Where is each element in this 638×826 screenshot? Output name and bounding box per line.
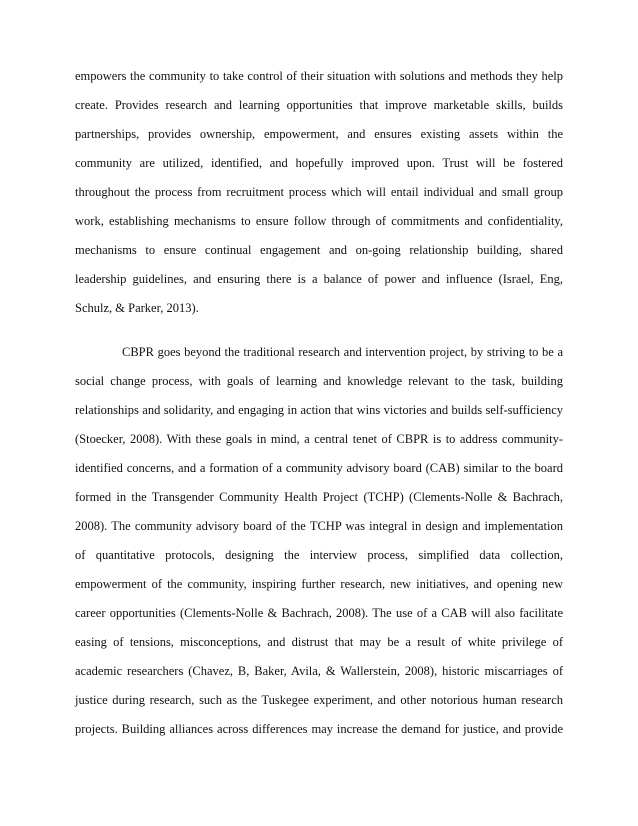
paragraph-2-line-4: (Stoecker, 2008). With these goals in mind, a central tenet of CBPR is to address community- [75, 432, 563, 446]
paragraph-2-line-8: of quantitative protocols, designing the interview process, simplified data collection, [75, 548, 563, 562]
paragraph-2-line-5: identified concerns, and a formation of a community advisory board (CAB) similar to the board [75, 461, 563, 475]
paragraph-1-line-7: mechanisms to ensure continual engagement and on-going relationship building, shared [75, 243, 563, 257]
paragraph-2-line-6: formed in the Transgender Community Health Project (TCHP) (Clements-Nolle & Bachrach, [75, 490, 563, 504]
paragraph-1-line-4: community are utilized, identified, and hopefully improved upon. Trust will be fostered [75, 156, 563, 170]
paragraph-2-line-1: CBPR goes beyond the traditional research and intervention project, by striving to be a [122, 345, 563, 359]
paragraph-2-line-3: relationships and solidarity, and engaging in action that wins victories and builds self-sufficiency [75, 403, 563, 417]
paragraph-2-line-9: empowerment of the community, inspiring further research, new initiatives, and opening new [75, 577, 563, 591]
paragraph-1-line-9: Schulz, & Parker, 2013). [75, 301, 199, 315]
paragraph-2-line-11: easing of tensions, misconceptions, and distrust that may be a result of white privilege of [75, 635, 563, 649]
paragraph-1-line-1: empowers the community to take control of their situation with solutions and methods they help [75, 69, 563, 83]
paragraph-2-line-12: academic researchers (Chavez, B, Baker, Avila, & Wallerstein, 2008), historic miscarriages of [75, 664, 563, 678]
paragraph-1-line-3: partnerships, provides ownership, empowerment, and ensures existing assets within the [75, 127, 563, 141]
paragraph-1-line-6: work, establishing mechanisms to ensure follow through of commitments and confidentiality, [75, 214, 563, 228]
paragraph-1-line-2: create. Provides research and learning opportunities that improve marketable skills, builds [75, 98, 563, 112]
paragraph-2-line-7: 2008). The community advisory board of the TCHP was integral in design and implementation [75, 519, 563, 533]
paragraph-2-line-10: career opportunities (Clements-Nolle & Bachrach, 2008). The use of a CAB will also facilitate [75, 606, 563, 620]
paragraph-2-line-14: projects. Building alliances across differences may increase the demand for justice, and provide [75, 722, 563, 736]
paragraph-1-line-8: leadership guidelines, and ensuring there is a balance of power and influence (Israel, Eng, [75, 272, 563, 286]
paragraph-2-line-13: justice during research, such as the Tuskegee experiment, and other notorious human research [75, 693, 563, 707]
paragraph-2-line-2: social change process, with goals of learning and knowledge relevant to the task, building [75, 374, 563, 388]
paragraph-1-line-5: throughout the process from recruitment process which will entail individual and small group [75, 185, 563, 199]
